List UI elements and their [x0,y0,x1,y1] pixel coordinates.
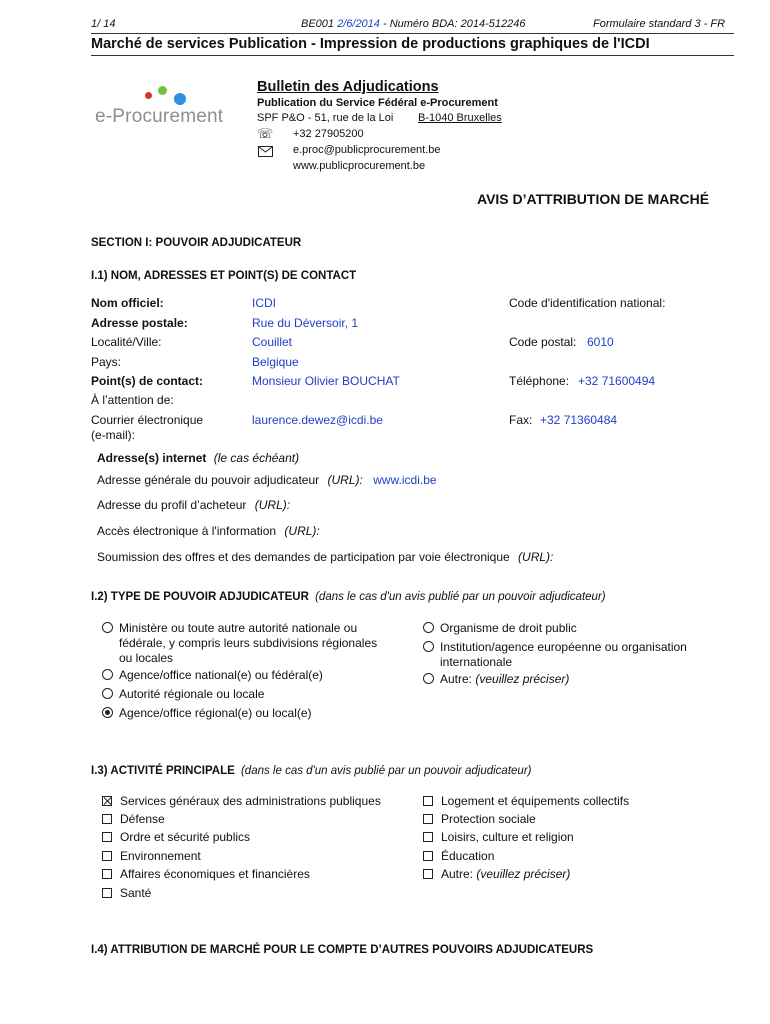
radio-agence-regionale-selected[interactable] [102,707,113,718]
i2-option-organisme[interactable] [423,621,577,636]
label-fax: Fax: [509,413,533,427]
checkbox-services-generaux-checked[interactable] [102,796,112,806]
bulletin-phone: +32 27905200 [293,128,364,140]
internet-soumission-row [97,550,553,564]
logo-text: e-Procurement [95,106,224,127]
section-i4-title: I.4) ATTRIBUTION DE MARCHÉ POUR LE COMPTE D’AUTRES POUVOIRS ADJUDICATEURS [91,944,594,956]
bulletin-title: Bulletin des Adjudications [257,79,439,95]
section-1-title: SECTION I: POUVOIR ADJUDICATEUR [91,237,302,249]
reference-suffix: - Numéro BDA: 2014-512246 [382,18,526,30]
label-courrier: Courrier électronique [91,413,204,427]
internet-note: (le cas échéant) [213,451,300,465]
internet-profil-row [97,498,290,512]
checkbox-loisirs[interactable] [423,832,433,842]
phone-icon: ☏ [257,126,274,141]
i3-option-environnement-label: Environnement [120,849,201,863]
label-adresse-postale: Adresse postale: [91,316,188,330]
i3-option-autre-note: (veuillez préciser) [476,867,571,881]
i3-option-logement[interactable] [423,794,629,809]
internet-profil-url-label: (URL): [254,498,291,512]
i2-option-autorite-regionale-label: Autorité régionale ou locale [119,687,265,701]
header-rule-top [91,33,734,34]
i2-option-ministere-line2: fédérale, y compris leurs subdivisions régionales [119,636,378,650]
bulletin-city: B-1040 Bruxelles [418,112,502,124]
section-i3-note: (dans le cas d'un avis publié par un pouvoir adjudicateur) [240,765,532,777]
logo-dot-blue [174,93,186,105]
i3-option-sante-label: Santé [120,886,152,900]
value-courrier[interactable]: laurence.dewez@icdi.be [252,413,383,427]
section-i2-note: (dans le cas d'un avis publié par un pouvoir adjudicateur) [315,591,606,603]
i2-option-ministere-line1: Ministère ou toute autre autorité nationale ou [119,621,358,635]
logo-dot-red [145,92,152,99]
internet-general-row [97,473,437,487]
value-pays: Belgique [252,355,299,369]
i3-option-defense-label: Défense [120,812,165,826]
checkbox-education[interactable] [423,851,433,861]
value-telephone: +32 71600494 [578,374,656,388]
checkbox-defense[interactable] [102,814,112,824]
i2-option-agence-nationale-label: Agence/office national(e) ou fédéral(e) [119,668,323,682]
i3-option-affaires-economiques-label: Affaires économiques et financières [120,867,310,881]
radio-autorite-regionale[interactable] [102,688,113,699]
i2-option-institution[interactable] [423,640,687,670]
reference-line [301,18,525,30]
i2-option-autre-note: (veuillez préciser) [475,672,570,686]
checkbox-environnement[interactable] [102,851,112,861]
i3-option-autre-label: Autre: [441,867,474,881]
label-code-postal: Code postal: [509,335,577,349]
reference-date: 2/6/2014 [337,18,380,30]
section-i2-heading [91,591,606,603]
internet-profil-label: Adresse du profil d’acheteur [97,498,247,512]
i2-option-ministere-line3: ou locales [119,651,174,665]
i2-option-agence-regionale[interactable] [102,706,312,721]
checkbox-protection-sociale[interactable] [423,814,433,824]
value-localite: Couillet [252,335,293,349]
i3-option-sante[interactable] [102,886,151,901]
internet-acces-label: Accès électronique à l'information [97,524,277,538]
label-points-contact: Point(s) de contact: [91,374,204,388]
label-code-identification: Code d'identification national: [509,296,666,310]
radio-organisme[interactable] [423,622,434,633]
i3-option-autre[interactable] [423,867,570,882]
i3-option-ordre-securite[interactable] [102,830,250,845]
reference-prefix: BE001 [301,18,335,30]
section-i1-title: I.1) NOM, ADRESSES ET POINT(S) DE CONTACT [91,270,357,282]
i3-option-defense[interactable] [102,812,165,827]
internet-acces-row [97,524,320,538]
internet-soumission-url-label: (URL): [518,550,554,564]
label-pays: Pays: [91,355,122,369]
checkbox-affaires-economiques[interactable] [102,869,112,879]
i3-option-services-generaux[interactable] [102,794,381,809]
header-rule-bottom [91,55,734,56]
internet-soumission-label: Soumission des offres et des demandes de participation par voie électronique [97,550,510,564]
i2-option-agence-nationale[interactable] [102,668,323,683]
i3-option-protection-sociale[interactable] [423,812,536,827]
e-procurement-logo [95,82,225,130]
i3-option-loisirs[interactable] [423,830,574,845]
value-fax: +32 71360484 [540,413,618,427]
section-i3-heading [91,765,531,777]
bulletin-address: SPF P&O - 51, rue de la Loi [257,112,394,124]
i2-option-institution-line1: Institution/agence européenne ou organisation [440,640,687,654]
checkbox-autre[interactable] [423,869,433,879]
label-courrier-email: (e-mail): [91,428,135,442]
value-points-contact: Monsieur Olivier BOUCHAT [252,374,400,388]
internet-acces-url-label: (URL): [284,524,320,538]
radio-institution[interactable] [423,641,434,652]
i3-option-services-generaux-label: Services généraux des administrations publiques [120,794,381,808]
internet-general-url[interactable]: www.icdi.be [373,473,437,487]
i3-option-ordre-securite-label: Ordre et sécurité publics [120,830,251,844]
bulletin-email[interactable]: e.proc@publicprocurement.be [293,144,441,156]
internet-heading [97,451,299,465]
internet-general-url-label: (URL): [327,473,363,487]
section-i2-title: I.2) TYPE DE POUVOIR ADJUDICATEUR [91,591,309,603]
internet-title: Adresse(s) internet [97,451,207,465]
i2-option-autorite-regionale[interactable] [102,687,264,702]
i2-option-autre[interactable] [423,672,569,687]
label-telephone: Téléphone: [509,374,570,388]
i2-option-agence-regionale-label: Agence/office régional(e) ou local(e) [119,706,312,720]
i3-option-environnement[interactable] [102,849,201,864]
i2-option-autre-label: Autre: [440,672,473,686]
i3-option-affaires-economiques[interactable] [102,867,310,882]
bulletin-subtitle: Publication du Service Fédéral e-Procurement [257,97,498,109]
bulletin-website[interactable]: www.publicprocurement.be [293,160,426,172]
page-number: 1/ 14 [91,18,116,30]
checkbox-ordre-securite[interactable] [102,832,112,842]
label-attention: À l’attention de: [91,393,174,407]
value-code-postal: 6010 [587,335,614,349]
checkbox-logement[interactable] [423,796,433,806]
i3-option-protection-sociale-label: Protection sociale [441,812,536,826]
radio-ministere[interactable] [102,622,113,633]
i3-option-loisirs-label: Loisirs, culture et religion [441,830,574,844]
radio-agence-nationale[interactable] [102,669,113,680]
i3-option-education-label: Éducation [441,849,495,863]
logo-dot-green [158,86,167,95]
section-i3-title: I.3) ACTIVITÉ PRINCIPALE [91,765,235,777]
i3-option-education[interactable] [423,849,494,864]
i2-option-ministere[interactable] [102,621,377,666]
value-adresse-postale: Rue du Déversoir, 1 [252,316,359,330]
i2-option-organisme-label: Organisme de droit public [440,621,577,635]
radio-autre[interactable] [423,673,434,684]
form-type: Formulaire standard 3 - FR [593,18,726,30]
internet-general-label: Adresse générale du pouvoir adjudicateur [97,473,320,487]
label-nom-officiel: Nom officiel: [91,296,164,310]
value-nom-officiel: ICDI [252,296,276,310]
document-title: Marché de services Publication - Impression de productions graphiques de l'ICDI [91,36,650,52]
i3-option-logement-label: Logement et équipements collectifs [441,794,630,808]
i2-option-institution-line2: internationale [440,655,513,669]
envelope-icon [258,146,273,157]
label-localite: Localité/Ville: [91,335,162,349]
notice-title: AVIS D’ATTRIBUTION DE MARCHÉ [477,191,710,207]
checkbox-sante[interactable] [102,888,112,898]
